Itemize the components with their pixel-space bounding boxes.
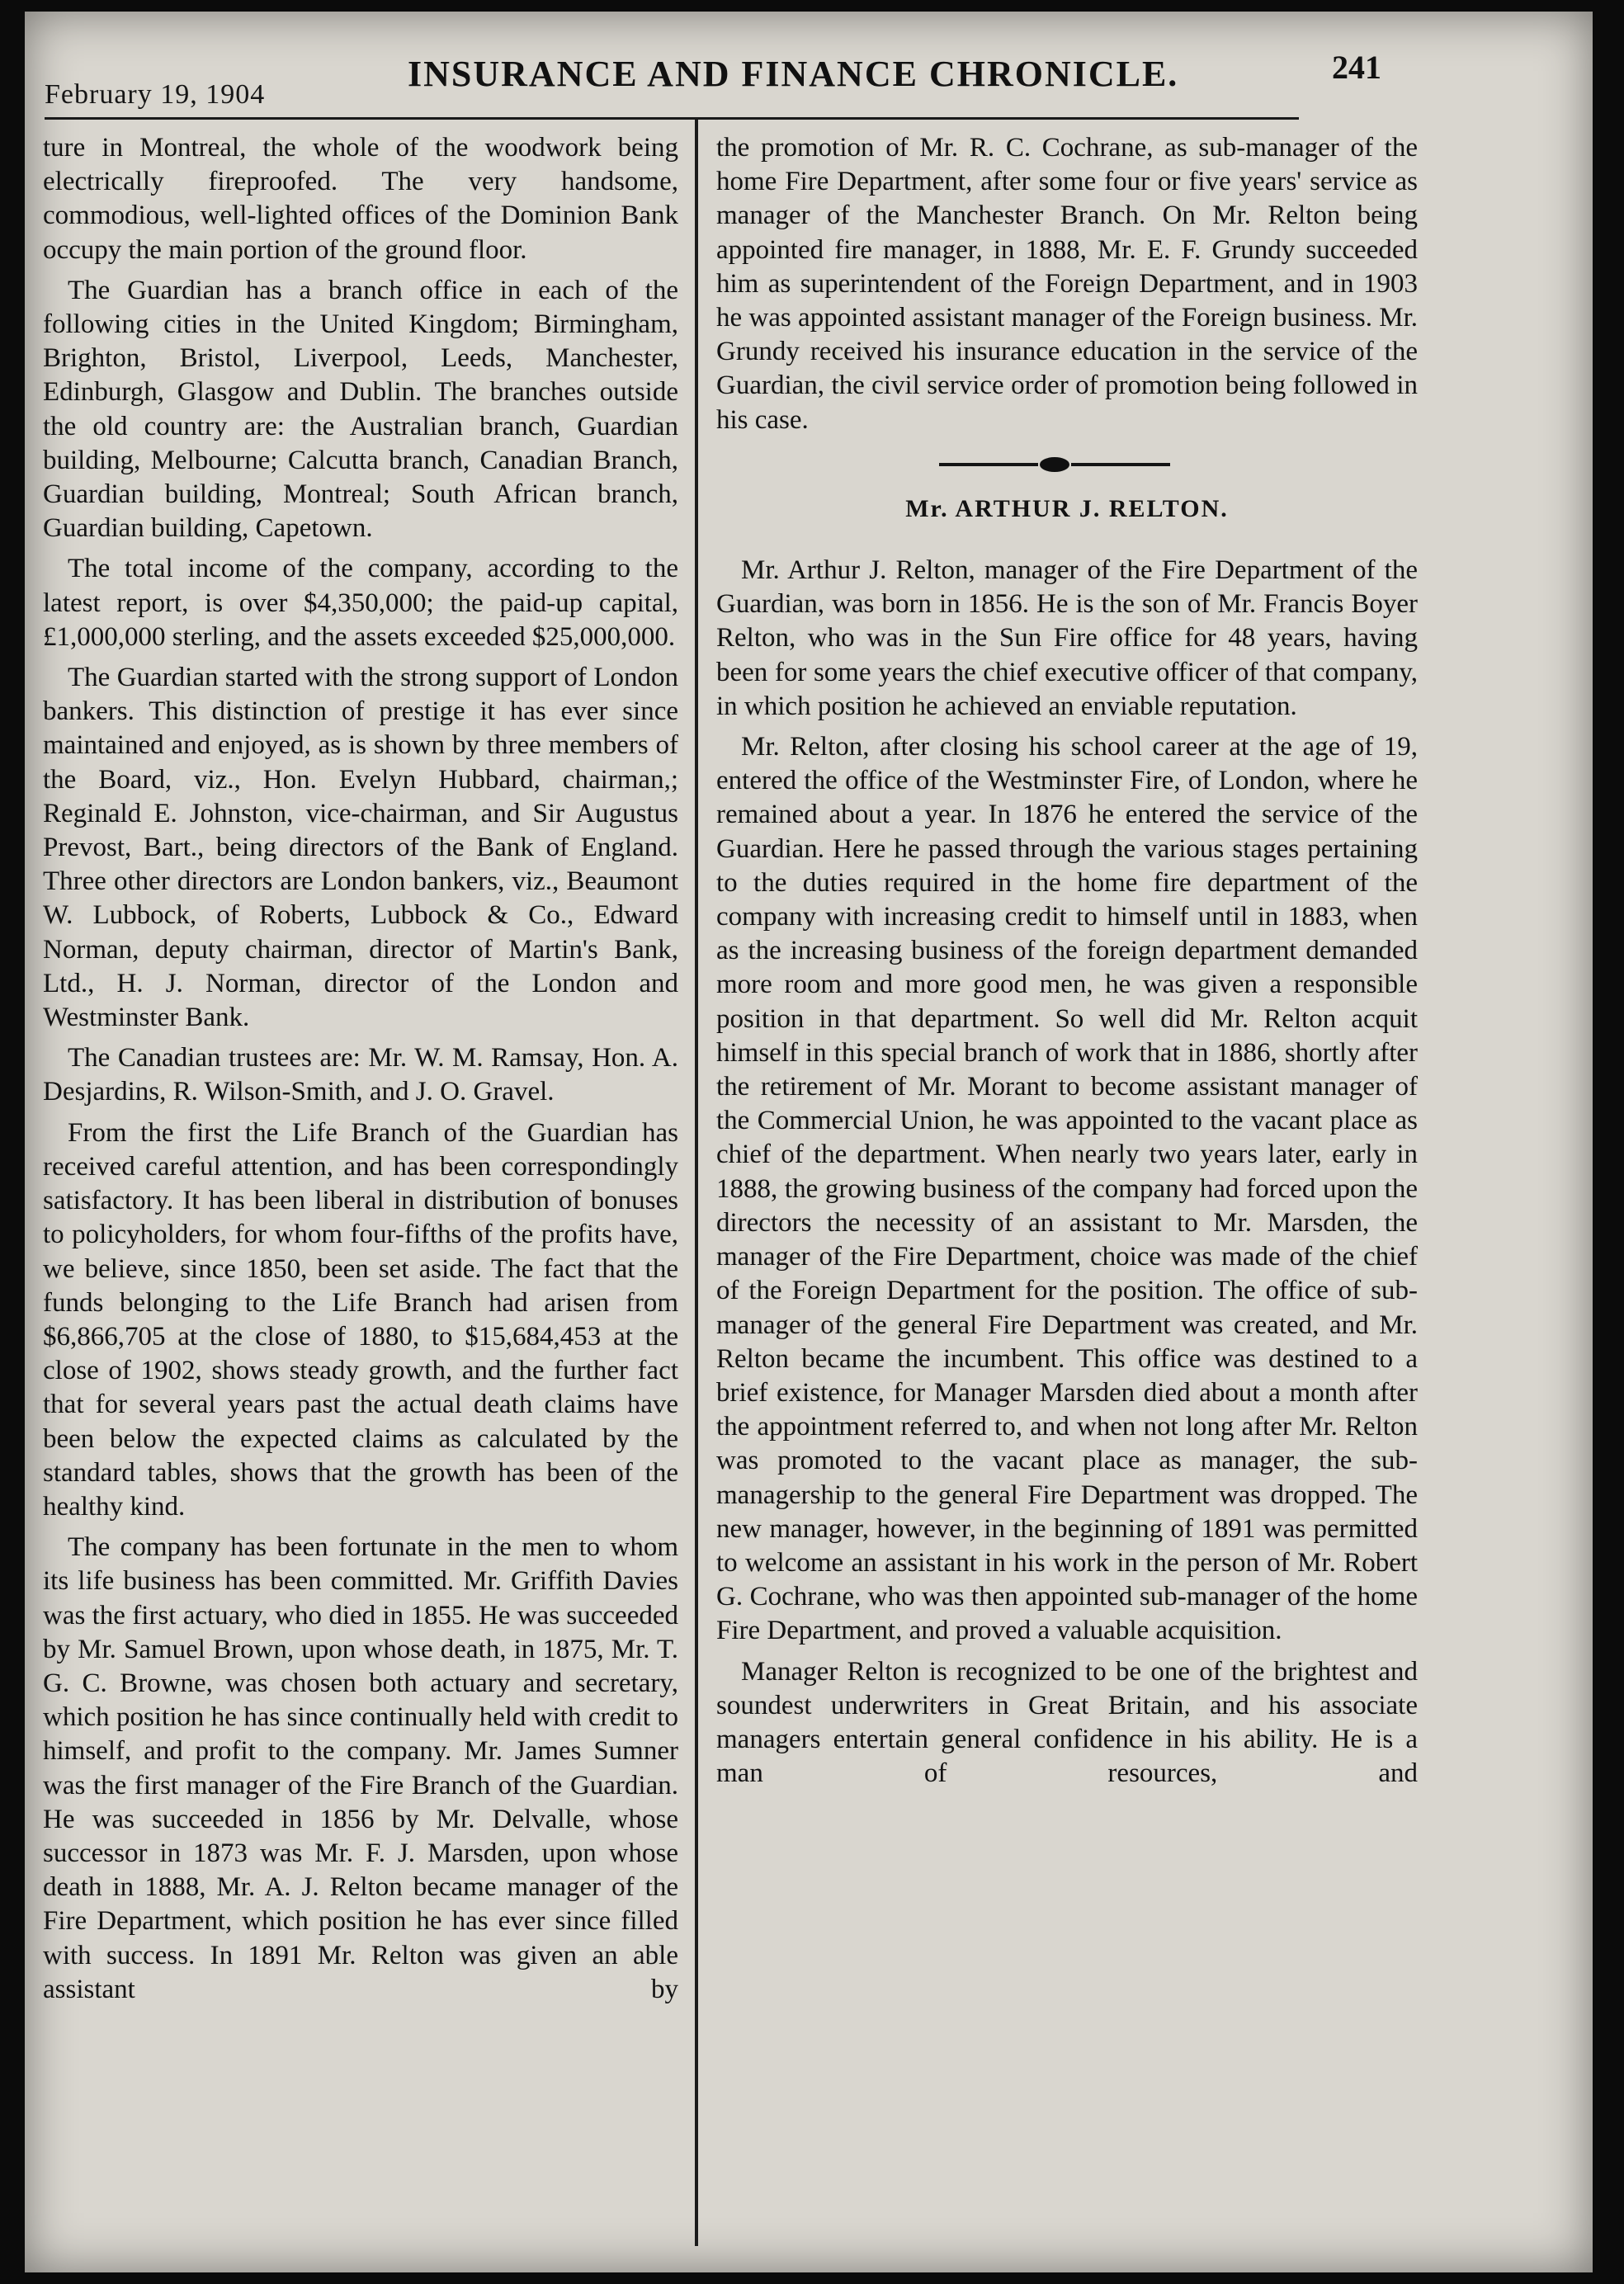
- ornament-line-right: [1071, 463, 1170, 466]
- paragraph: ture in Montreal, the whole of the woodwork being electrically fireproofed. The very handsome, commodious, well-lighted offices of the Dominion Bank occupy the main portion of the ground floor.: [43, 133, 678, 265]
- paragraph: The Guardian has a branch office in each of the following cities in the United Kingdom; Birmingham, Brighton, Bristol, Liverpool, Leeds, Manchester, Edinburgh, Glasgow and Dublin. The branches outside the old country are: the Australian branch, Guardian building, Melbourne; Calcutta branch, Canadian Branch, Guardian building, Montreal; South African branch, Guardian building, Capetown.: [43, 275, 678, 544]
- paragraph: Mr. Arthur J. Relton, manager of the Fire Department of the Guardian, was born in 1856. He is the son of Mr. Francis Boyer Relton, who was in the Sun Fire office for 48 years, having been for some years the chief executive officer of that company, in which position he achieved an enviable reputation.: [716, 555, 1418, 721]
- ornament-center: [1040, 457, 1069, 472]
- paragraph: Mr. Relton, after closing his school career at the age of 19, entered the office of the Westminster Fire, of London, where he remained about a year. In 1876 he entered the service of the Guardian. Here he passed through the various stages pertaining to the duties required in the home fire department of the company with increasing credit to himself until in 1883, when as the increasing business of the foreign department demanded more room and more good men, he was given a responsible position in that department. So well did Mr. Relton acquit himself in this special branch of work that in 1886, shortly after the retirement of Mr. Morant to become assistant manager of the Commercial Union, he was appointed to the vacant place as chief of the department. When nearly two years later, early in 1888, the growing business of the company had forced upon the directors the necessity of an assistant to Mr. Marsden, the manager of the Fire Department, choice was made of the chief of the Foreign Department for the position. The office of sub-manager of the general Fire Department was created, and Mr. Relton became the incumbent. This office was destined to a brief existence, for Manager Marsden died about a month after the appointment referred to, and when not long after Mr. Relton was promoted to the vacant place as manager, the sub-managership to the general Fire Department was dropped. The new manager, however, in the beginning of 1891 was permitted to welcome an assistant in his work in the person of Mr. Robert G. Cochrane, who was then appointed sub-manager of the home Fire Department, and proved a valuable acquisition.: [716, 732, 1418, 1646]
- section-heading: Mr. ARTHUR J. RELTON.: [905, 494, 1229, 522]
- section-ornament: [716, 449, 1418, 480]
- paragraph: The Canadian trustees are: Mr. W. M. Ramsay, Hon. A. Desjardins, R. Wilson-Smith, and J. O. Gravel.: [43, 1043, 678, 1107]
- paragraph: From the first the Life Branch of the Guardian has received careful attention, and has been correspondingly satisfactory. It has been liberal in distribution of bonuses to policyholders, for whom four-fifths of the profits have, we believe, since 1850, been set aside. The fact that the funds belonging to the Life Branch had arisen from $6,866,705 at the close of 1880, to $15,684,453 at the close of 1902, shows steady growth, and the further fact that for several years past the actual death claims have been below the expected claims as calculated by the standard tables, shows that the growth has been of the healthy kind.: [43, 1117, 678, 1522]
- paragraph: The total income of the company, according to the latest report, is over $4,350,000; the paid-up capital, £1,000,000 sterling, and the assets exceeded $25,000,000.: [43, 554, 678, 652]
- issue-date: February 19, 1904: [45, 79, 266, 110]
- paragraph: Manager Relton is recognized to be one of the brightest and soundest underwriters in Great Britain, and his associate managers entertain general confidence in his ability. He is a man of resources, and: [716, 1656, 1418, 1789]
- page-number: 241: [1332, 49, 1381, 86]
- column-divider: [695, 117, 698, 2246]
- right-column: [716, 131, 1418, 1797]
- left-column: [43, 131, 678, 2013]
- paragraph: the promotion of Mr. R. C. Cochrane, as sub-manager of the home Fire Department, after some four or five years' service as manager of the Manchester Branch. On Mr. Relton being appointed fire manager, in 1888, Mr. E. F. Grundy succeeded him as superintendent of the Foreign Department, and in 1903 he was appointed assistant manager of the Foreign business. Mr. Grundy received his insurance education in the service of the Guardian, the civil service order of promotion being followed in his case.: [716, 133, 1418, 435]
- header-rule: [45, 117, 1299, 120]
- paragraph: The company has been fortunate in the men to whom its life business has been committed. Mr. Griffith Davies was the first actuary, who died in 1855. He was succeeded by Mr. Samuel Brown, upon whose death, in 1875, Mr. T. G. C. Browne, was chosen both actuary and secretary, which position he has since continually held with credit to himself, and profit to the company. Mr. James Sumner was the first manager of the Fire Branch of the Guardian. He was succeeded in 1856 by Mr. Delvalle, whose successor in 1873 was Mr. F. J. Marsden, upon whose death in 1888, Mr. A. J. Relton became manager of the Fire Department, which position he has ever since filled with success. In 1891 Mr. Relton was given an able assistant by: [43, 1532, 678, 2004]
- newspaper-page: [25, 12, 1593, 2272]
- paragraph: The Guardian started with the strong support of London bankers. This distinction of prestige it has ever since maintained and enjoyed, as is shown by three members of the Board, viz., Hon. Evelyn Hubbard, chairman,; Reginald E. Johnston, vice-chairman, and Sir Augustus Prevost, Bart., being directors of the Bank of England. Three other directors are London bankers, viz., Beaumont W. Lubbock, of Roberts, Lubbock & Co., Edward Norman, deputy chairman, director of Martin's Bank, Ltd., H. J. Norman, director of the London and Westminster Bank.: [43, 663, 678, 1033]
- ornament-line-left: [939, 463, 1038, 466]
- page-header: [45, 28, 1571, 119]
- publication-title: INSURANCE AND FINANCE CHRONICLE.: [408, 54, 1179, 94]
